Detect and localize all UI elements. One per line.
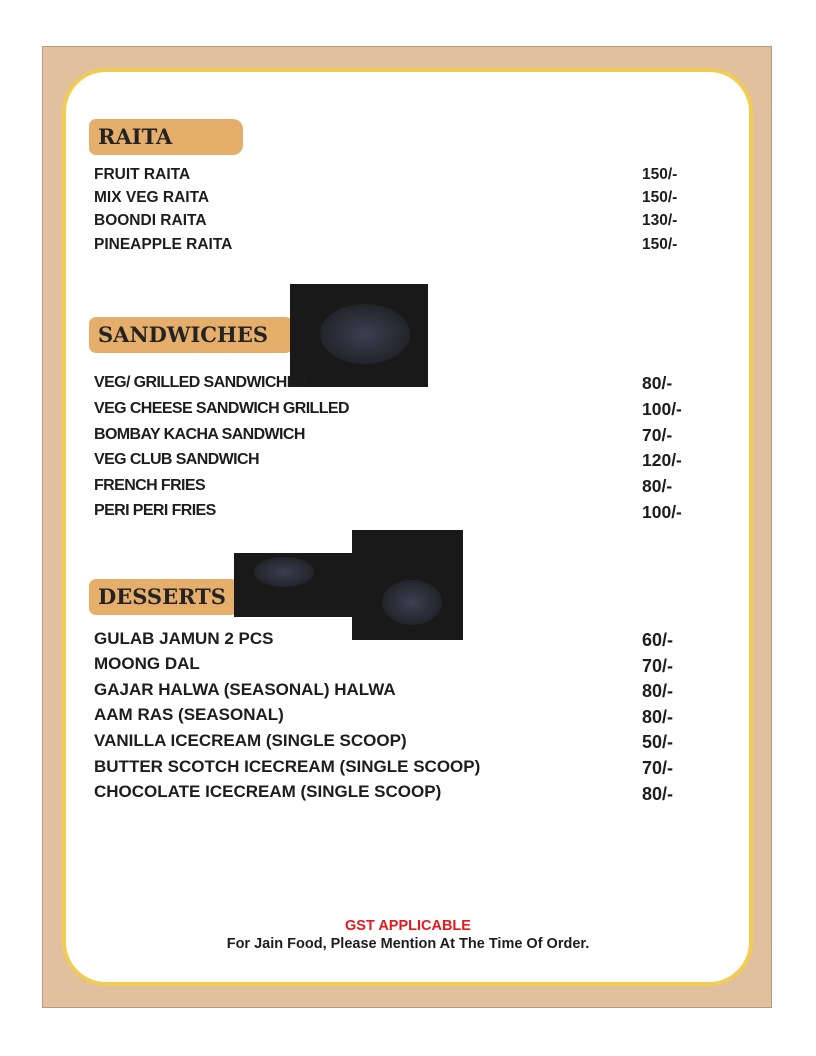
menu-item-price: 80/- — [642, 373, 673, 393]
menu-item-name: FRENCH FRIES — [94, 477, 206, 494]
gst-notice: GST APPLICABLE — [345, 918, 471, 934]
menu-item-name: VEG CLUB SANDWICH — [94, 451, 259, 468]
menu-item-name: VEG/ GRILLED SANDWICHES — [94, 374, 307, 391]
menu-item-name: MIX VEG RAITA — [94, 189, 210, 206]
menu-item-price: 80/- — [642, 707, 674, 727]
menu-item-name: PERI PERI FRIES — [94, 502, 216, 519]
section-header-raita: RAITA — [89, 119, 243, 155]
menu-item-name: FRUIT RAITA — [94, 166, 191, 183]
section-header-desserts: DESSERTS — [89, 579, 241, 615]
menu-item-price: 70/- — [642, 656, 674, 676]
menu-item-price: 150/- — [642, 236, 678, 253]
menu-item-price: 120/- — [642, 450, 682, 470]
menu-item-price: 150/- — [642, 166, 678, 183]
menu-item-name: GULAB JAMUN 2 PCS — [94, 629, 274, 648]
menu-item-name: AAM RAS (SEASONAL) — [94, 705, 284, 724]
menu-item-price: 150/- — [642, 189, 678, 206]
menu-item-price: 80/- — [642, 476, 673, 496]
menu-item-price: 80/- — [642, 784, 674, 804]
menu-item-price: 60/- — [642, 630, 674, 650]
menu-item-price: 70/- — [642, 425, 673, 445]
menu-item-name: CHOCOLATE ICECREAM (SINGLE SCOOP) — [94, 782, 442, 801]
dessert-photo — [234, 553, 362, 617]
menu-item-price: 50/- — [642, 732, 674, 752]
jain-food-note: For Jain Food, Please Mention At The Time Of Order. — [226, 936, 590, 952]
menu-item-name: BUTTER SCOTCH ICECREAM (SINGLE SCOOP) — [94, 757, 481, 776]
sandwich-photo — [290, 284, 428, 387]
menu-item-name: BOMBAY KACHA SANDWICH — [94, 426, 305, 443]
section-header-sandwiches: SANDWICHES — [89, 317, 295, 353]
menu-item-name: VEG CHEESE SANDWICH GRILLED — [94, 400, 349, 417]
menu-item-name: BOONDI RAITA — [94, 212, 207, 229]
dessert-photo — [352, 530, 463, 640]
menu-item-name: MOONG DAL — [94, 654, 200, 673]
menu-item-name: GAJAR HALWA (SEASONAL) HALWA — [94, 680, 396, 699]
menu-item-price: 100/- — [642, 502, 682, 522]
menu-item-price: 100/- — [642, 399, 682, 419]
menu-item-name: PINEAPPLE RAITA — [94, 236, 233, 253]
menu-item-price: 70/- — [642, 758, 674, 778]
menu-item-price: 80/- — [642, 681, 674, 701]
menu-item-name: VANILLA ICECREAM (SINGLE SCOOP) — [94, 731, 407, 750]
menu-item-price: 130/- — [642, 212, 678, 229]
